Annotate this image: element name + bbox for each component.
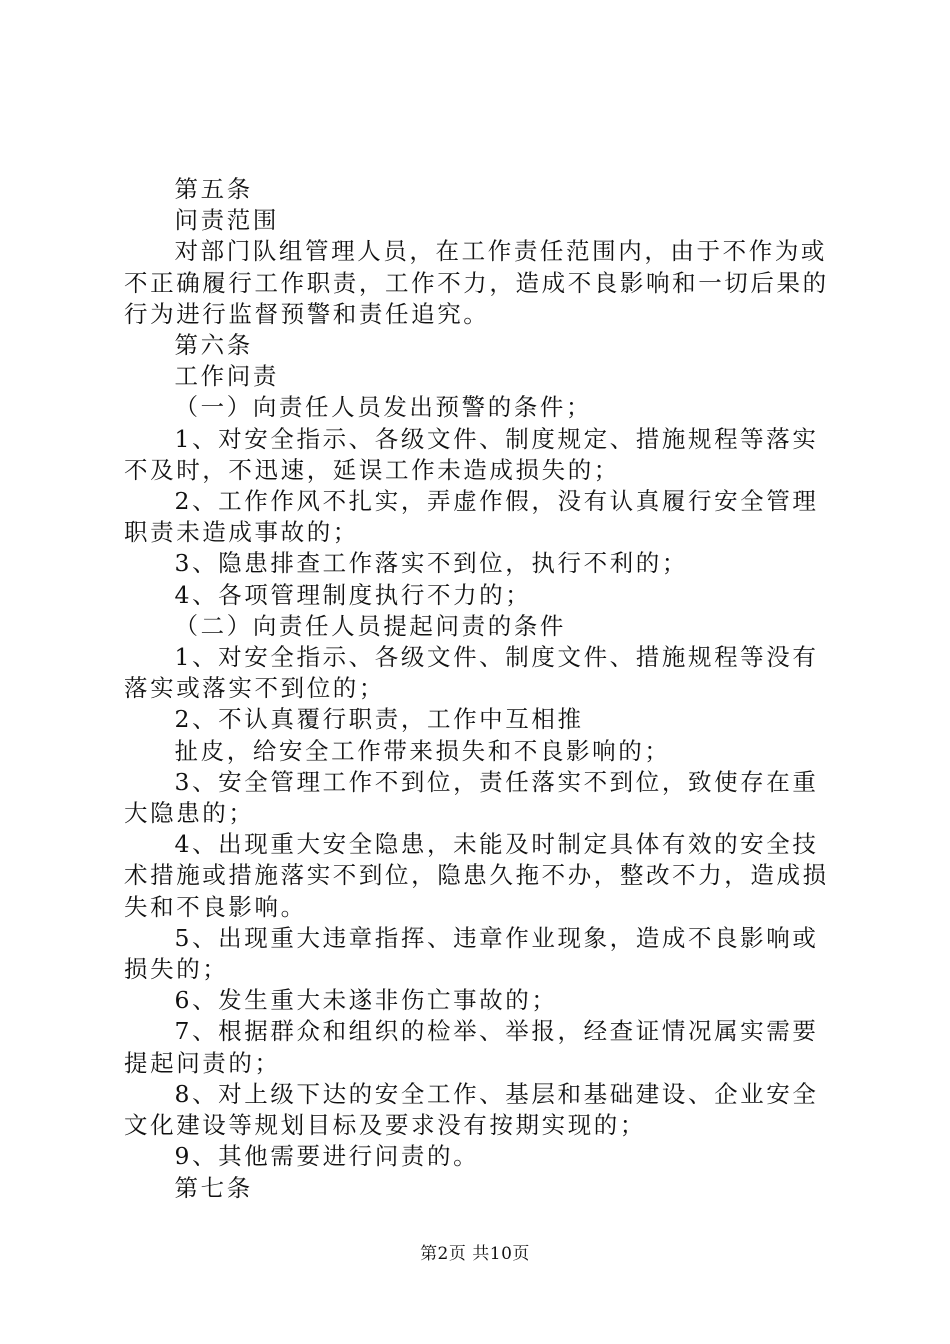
list-item-accountability-9: 9、其他需要进行问责的。: [174, 1142, 480, 1171]
list-item-accountability-3: 3、安全管理工作不到位，责任落实不到位，致使存在重大隐患的；: [124, 767, 819, 828]
heading-accountability-scope: 问责范围: [174, 206, 279, 235]
document-body: [124, 174, 830, 1204]
heading-work-accountability: 工作问责: [174, 362, 279, 391]
list-item-warning-3: 3、隐患排查工作落实不到位，执行不利的；: [174, 549, 688, 578]
subheading-accountability-conditions: （二）向责任人员提起问责的条件: [174, 611, 567, 640]
list-item-accountability-7: 7、根据群众和组织的检举、举报，经查证情况属实需要提起问责的；: [124, 1017, 819, 1077]
heading-article-7: 第七条: [174, 1173, 253, 1202]
list-item-accountability-5: 5、出现重大违章指挥、违章作业现象，造成不良影响或损失的；: [124, 923, 819, 984]
page-number-footer: 第2页 共10页: [420, 1244, 530, 1264]
heading-article-5: 第五条: [174, 175, 253, 203]
list-item-accountability-1: 1、对安全指示、各级文件、制度文件、措施规程等没有落实或落实不到位的；: [124, 643, 819, 703]
list-item-accountability-8: 8、对上级下达的安全工作、基层和基础建设、企业安全文化建设等规划目标及要求没有按期实现的；: [124, 1079, 819, 1140]
list-item-warning-2: 2、工作作风不扎实，弄虚作假，没有认真履行安全管理职责未造成事故的；: [124, 487, 819, 547]
paragraph-scope-description: 对部门队组管理人员，在工作责任范围内，由于不作为或不正确履行工作职责，工作不力，造成不良影响和一切后果的行为进行监督预警和责任追究。: [124, 237, 829, 328]
list-item-warning-1: 1、对安全指示、各级文件、制度规定、措施规程等落实不及时，不迅速，延误工作未造成损失的；: [124, 424, 819, 484]
heading-article-6: 第六条: [174, 331, 253, 360]
list-item-accountability-2-continued: 扯皮，给安全工作带来损失和不良影响的；: [174, 736, 671, 765]
list-item-accountability-4: 4、出现重大安全隐患，未能及时制定具体有效的安全技术措施或措施落实不到位，隐患久拖不办，整改不力，造成损失和不良影响。: [124, 830, 829, 921]
subheading-warning-conditions: （一）向责任人员发出预警的条件；: [174, 393, 593, 422]
list-item-accountability-6: 6、发生重大未遂非伤亡事故的；: [174, 986, 558, 1015]
list-item-warning-4: 4、各项管理制度执行不力的；: [174, 580, 532, 609]
list-item-accountability-2: 2、不认真覆行职责，工作中互相推: [174, 705, 584, 734]
